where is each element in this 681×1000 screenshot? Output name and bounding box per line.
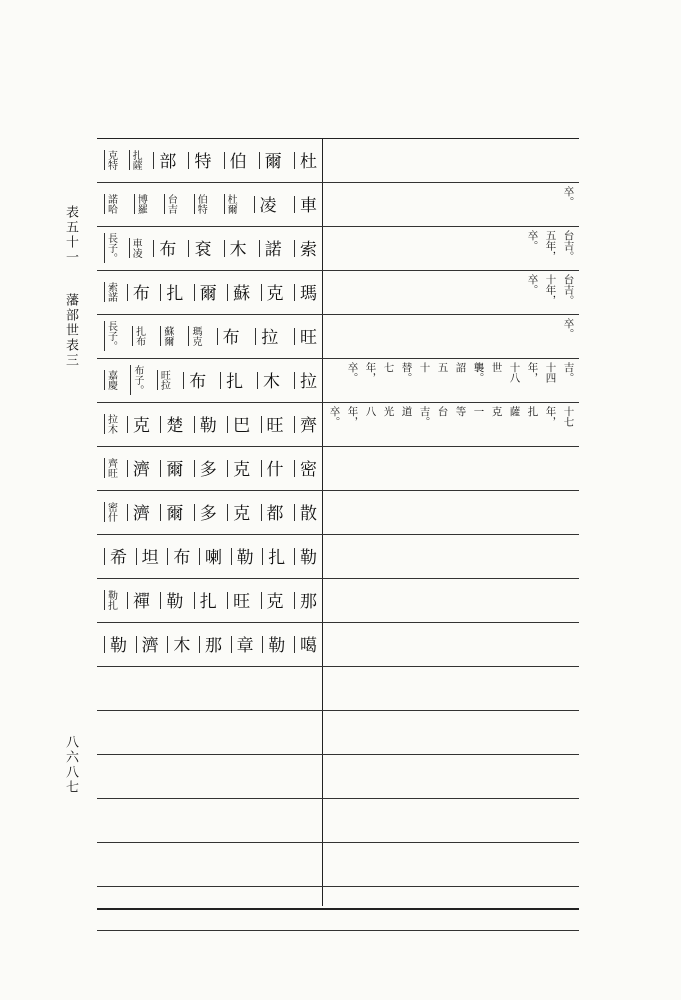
row-divider: [97, 754, 579, 755]
name-segment: 扎: [195, 591, 216, 609]
name-segment: 爾: [162, 503, 183, 521]
name-cell: [100, 184, 320, 224]
name-segment: 伯: [225, 151, 246, 169]
name-segment: 散: [295, 503, 316, 521]
note-text: 道: [400, 406, 413, 417]
name-segment: 什: [262, 459, 283, 477]
name-cell: [100, 404, 320, 444]
note-text: 十七: [562, 406, 575, 427]
name-segment: 布: [155, 239, 176, 257]
note-text: 卒。: [562, 186, 575, 207]
name-segment: 袞: [190, 239, 211, 257]
name-segment: 蘇: [229, 283, 250, 301]
name-segment: 杜: [295, 151, 316, 169]
note-text: 一: [472, 406, 485, 417]
row-divider: [97, 666, 579, 667]
name-segment: 密: [295, 459, 316, 477]
name-segment: 旺: [229, 591, 250, 609]
name-segment: 巴: [229, 415, 250, 433]
note-cell: [326, 534, 574, 578]
name-segment: 布: [169, 547, 190, 565]
note-cell: [326, 358, 574, 402]
name-segment: 都: [262, 503, 283, 521]
name-segment: 禪: [128, 591, 149, 609]
name-segment: 拉: [257, 327, 278, 345]
row-divider: [97, 798, 579, 799]
name-segment: 喇: [200, 547, 221, 565]
name-segment: 凌: [255, 195, 276, 213]
name-segment: 部: [155, 151, 176, 169]
name-segment: 扎薩: [130, 150, 142, 170]
row-divider: [97, 886, 579, 887]
name-segment: 瑪克: [189, 326, 201, 346]
note-text: 襲。: [472, 362, 485, 383]
name-segment: 克: [262, 591, 283, 609]
name-segment: 車: [295, 195, 316, 213]
name-cell: [100, 536, 320, 576]
section-title: 藩部世表三: [63, 293, 78, 368]
page-margin: [64, 205, 88, 805]
note-text: 台吉。: [562, 230, 575, 262]
name-segment: 坦: [137, 547, 158, 565]
name-segment: 扎: [264, 547, 285, 565]
note-cell: [326, 182, 574, 226]
note-text: 卒。: [346, 362, 359, 383]
note-text: 替。: [400, 362, 413, 383]
table-center-divider: [322, 138, 323, 906]
name-segment: 多: [195, 503, 216, 521]
note-text: 七: [382, 362, 395, 373]
name-cell: [100, 316, 320, 356]
note-text: 吉。: [562, 362, 575, 383]
name-cell: [100, 272, 320, 312]
note-cell: [326, 578, 574, 622]
name-segment: 諾哈: [105, 194, 117, 214]
name-segment: 楚: [162, 415, 183, 433]
name-segment: 索諾: [105, 282, 117, 302]
name-segment: 伯特: [195, 194, 207, 214]
note-cell: [326, 270, 574, 314]
row-divider: [97, 710, 579, 711]
name-segment: 勒: [232, 547, 253, 565]
name-segment: 克: [229, 503, 250, 521]
note-cell: [326, 138, 574, 182]
note-cell: [326, 402, 574, 446]
name-segment: 章: [232, 635, 253, 653]
name-segment: 木: [225, 239, 246, 257]
note-text: 十八: [508, 362, 521, 383]
note-text: 十: [418, 362, 431, 373]
note-cell: [326, 314, 574, 358]
name-segment: 爾: [260, 151, 281, 169]
name-segment: 扎布: [133, 326, 145, 346]
name-segment: 克: [262, 283, 283, 301]
name-segment: 克: [229, 459, 250, 477]
table-bottom-border: [97, 908, 579, 910]
name-segment: 齊旺: [105, 458, 117, 478]
name-segment: 勒: [295, 547, 316, 565]
note-text: 十年，: [544, 274, 557, 306]
name-segment: 拉木: [105, 414, 117, 434]
note-text: 詔: [454, 362, 467, 373]
name-cell: [100, 580, 320, 620]
name-cell: [100, 624, 320, 664]
name-segment: 台吉: [165, 194, 177, 214]
name-segment: 希: [106, 547, 126, 565]
note-text: 年，: [544, 406, 557, 427]
name-segment: 齊: [295, 415, 316, 433]
row-divider: [97, 930, 579, 931]
name-segment: 嘉慶: [105, 370, 117, 390]
note-cell: [326, 490, 574, 534]
note-text: 年，: [526, 362, 539, 383]
note-text: 吉。: [418, 406, 431, 427]
note-text: 卒。: [328, 406, 341, 427]
name-segment: 長子。: [105, 321, 117, 351]
note-text: 五: [436, 362, 449, 373]
name-cell: [100, 228, 320, 268]
note-text: 年，: [364, 362, 377, 383]
name-cell: [100, 360, 320, 400]
name-segment: 車凌: [130, 238, 142, 258]
name-segment: 克特: [105, 150, 117, 170]
note-text: 卒。: [526, 274, 539, 295]
page-number: 八六八七: [63, 735, 78, 795]
note-cell: [326, 622, 574, 666]
note-text: 八: [364, 406, 377, 417]
name-segment: 那: [200, 635, 221, 653]
name-segment: 布子。: [131, 365, 143, 395]
name-segment: 爾: [195, 283, 216, 301]
name-cell: [100, 448, 320, 488]
name-segment: 長子。: [105, 233, 117, 263]
note-text: 薩: [508, 406, 521, 417]
name-segment: 那: [295, 591, 316, 609]
note-text: 卒。: [562, 318, 575, 339]
name-segment: 旺拉: [158, 370, 170, 390]
table-title: 表五十一: [63, 205, 78, 265]
note-text: 扎: [526, 406, 539, 417]
name-segment: 多: [195, 459, 216, 477]
note-cell: [326, 226, 574, 270]
name-segment: 布: [218, 327, 239, 345]
note-text: 台吉。: [562, 274, 575, 306]
name-segment: 扎: [222, 371, 243, 389]
name-segment: 濟: [128, 459, 149, 477]
name-segment: 拉: [295, 371, 316, 389]
name-segment: 克: [128, 415, 149, 433]
name-segment: 布: [128, 283, 149, 301]
note-text: 五年，: [544, 230, 557, 262]
name-segment: 博羅: [135, 194, 147, 214]
name-segment: 諾: [260, 239, 281, 257]
note-text: 十四: [544, 362, 557, 383]
note-cell: [326, 446, 574, 490]
name-segment: 密什: [105, 502, 117, 522]
name-segment: 勒: [195, 415, 216, 433]
name-segment: 布: [185, 371, 206, 389]
name-segment: 索: [295, 239, 316, 257]
name-segment: 特: [190, 151, 211, 169]
name-segment: 木: [169, 635, 190, 653]
name-segment: 濟: [128, 503, 149, 521]
name-segment: 扎: [162, 283, 183, 301]
name-segment: 勒: [162, 591, 183, 609]
name-cell: [100, 492, 320, 532]
note-text: 光: [382, 406, 395, 417]
note-text: 台: [436, 406, 449, 417]
name-segment: 旺: [295, 327, 316, 345]
name-segment: 噶: [295, 635, 316, 653]
note-text: 等: [454, 406, 467, 417]
name-segment: 瑪: [295, 283, 316, 301]
row-divider: [97, 842, 579, 843]
name-segment: 杜爾: [225, 194, 237, 214]
name-segment: 勒扎: [105, 590, 117, 610]
note-text: 世: [490, 362, 503, 373]
name-segment: 勒: [106, 635, 126, 653]
name-segment: 爾: [162, 459, 183, 477]
name-segment: 蘇爾: [161, 326, 173, 346]
note-text: 年，: [346, 406, 359, 427]
name-segment: 勒: [264, 635, 285, 653]
name-segment: 濟: [137, 635, 158, 653]
note-text: 卒。: [526, 230, 539, 251]
note-text: 克: [490, 406, 503, 417]
name-segment: 木: [259, 371, 280, 389]
name-segment: 旺: [262, 415, 283, 433]
name-cell: [100, 140, 320, 180]
